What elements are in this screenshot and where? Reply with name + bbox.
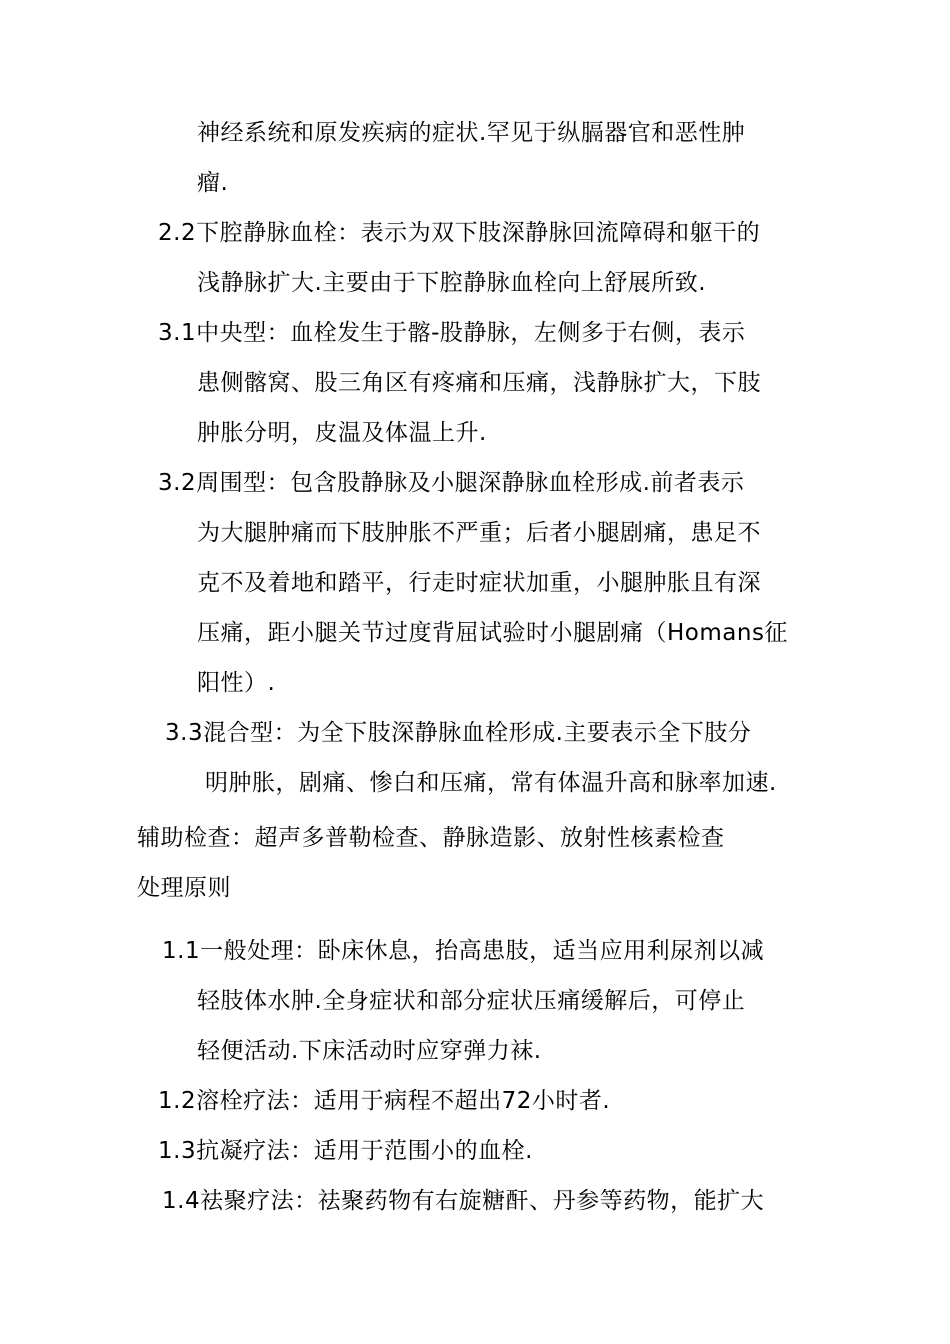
text-line: 轻肢体水肿.全身症状和部分症状压痛缓解后，可停止 (197, 988, 746, 1014)
text-line: 神经系统和原发疾病的症状.罕见于纵膈器官和恶性肿 (197, 120, 746, 146)
text-line: 阳性）. (197, 670, 276, 696)
section-heading: 处理原则 (137, 875, 231, 901)
text-line: 轻便活动.下床活动时应穿弹力袜. (197, 1038, 542, 1064)
text-line: 患侧髂窝、股三角区有疼痛和压痛，浅静脉扩大，下肢 (197, 370, 761, 396)
text-line: 肿胀分明，皮温及体温上升. (197, 420, 487, 446)
text-line: 3.2周围型：包含股静脉及小腿深静脉血栓形成.前者表示 (158, 470, 745, 496)
text-line: 明肿胀，剧痛、惨白和压痛，常有体温升高和脉率加速. (205, 770, 777, 796)
text-line: 瘤. (197, 170, 229, 196)
text-line: 1.3抗凝疗法：适用于范围小的血栓. (158, 1138, 533, 1164)
text-line: 1.1一般处理：卧床休息，抬高患肢，适当应用利尿剂以减 (162, 938, 765, 964)
text-line: 1.2溶栓疗法：适用于病程不超出72小时者. (158, 1088, 611, 1114)
text-line: 2.2下腔静脉血栓：表示为双下肢深静脉回流障碍和躯干的 (158, 220, 761, 246)
text-line: 压痛，距小腿关节过度背屈试验时小腿剧痛（Homans征 (197, 620, 788, 646)
text-line: 辅助检查：超声多普勒检查、静脉造影、放射性核素检查 (137, 825, 725, 851)
text-line: 1.4祛聚疗法：祛聚药物有右旋糖酐、丹参等药物，能扩大 (162, 1188, 765, 1214)
text-line: 3.1中央型：血栓发生于髂-股静脉，左侧多于右侧，表示 (158, 320, 746, 346)
text-line: 浅静脉扩大.主要由于下腔静脉血栓向上舒展所致. (197, 270, 707, 296)
text-line: 为大腿肿痛而下肢肿胀不严重；后者小腿剧痛，患足不 (197, 520, 761, 546)
text-line: 克不及着地和踏平，行走时症状加重，小腿肿胀且有深 (197, 570, 761, 596)
text-line: 3.3混合型：为全下肢深静脉血栓形成.主要表示全下肢分 (165, 720, 752, 746)
